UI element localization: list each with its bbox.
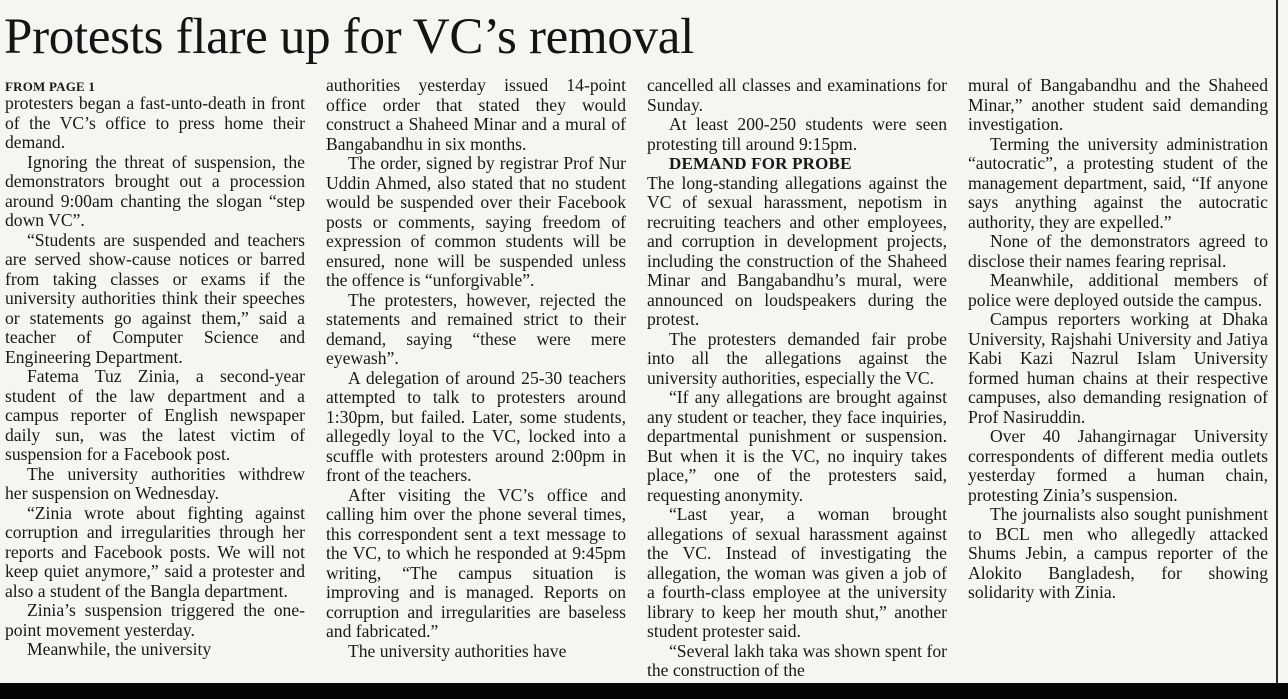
- paragraph: The university authorities withdrew her suspension on Wednesday.: [5, 463, 305, 503]
- paragraph: Terming the university administration “autocratic”, a protesting student of the management department, said, “If anyone says anything against the autocratic authority, they are expelled.”: [968, 133, 1268, 232]
- paragraph: The long-standing allegations against the VC of sexual harassment, nepotism in recruiting teachers and other employees, and corruption in development projects, including the construction of the Shaheed Minar and Bangabandhu’s mural, were announced on loudspeakers during the protest.: [647, 172, 947, 329]
- paragraph: The university authorities have: [348, 640, 567, 661]
- article-column-4: [968, 76, 1268, 682]
- paragraph: “Students are suspended and teachers are served show-cause notices or barred from taking classes or exams if the university authorities think their speeches or statements go against them,” said a teacher of Computer Science and Engineering Department.: [5, 229, 305, 367]
- paragraph: The order, signed by registrar Prof Nur Uddin Ahmed, also stated that no student would be suspended over their Facebook posts or comments, saying freedom of expression of common students will be ensured, none will be suspended unless the offence is “unforgivable”.: [326, 153, 626, 290]
- paragraph: Campus reporters working at Dhaka University, Rajshahi University and Jatiya Kabi Kazi Nazrul Islam University formed human chains at their respective campuses, also demanding resignation of Prof Nasiruddin.: [968, 309, 1268, 427]
- paragraph: Meanwhile, additional members of police were deployed outside the campus.: [968, 270, 1268, 310]
- paragraph: After visiting the VC’s office and calling him over the phone several times, this correspondent sent a text message to the VC, to which he responded at 9:45pm writing, “The campus situation is improving and is managed. Reports on corruption and irregularities are baseless and fabricated.”: [326, 484, 626, 641]
- bottom-black-band: [0, 683, 1288, 699]
- paragraph: None of the demonstrators agreed to disclose their names fearing reprisal.: [968, 231, 1268, 271]
- paragraph: “Last year, a woman brought allegations of sexual harassment against the VC. Instead of investigating the allegation, the woman was given a job of a fourth-class employee at the university library to keep her mouth shut,” another student protester said.: [647, 504, 947, 641]
- paragraph: The journalists also sought punishment to BCL men who allegedly attacked Shums Jebin, a campus reporter of the Alokito Bangladesh, for showing solidarity with Zinia.: [968, 504, 1268, 602]
- paragraph: At least 200-250 students were seen protesting till around 9:15pm.: [647, 114, 947, 154]
- kicker-from-page-1: FROM PAGE 1: [5, 79, 96, 94]
- paragraph: Meanwhile, the university: [27, 639, 212, 659]
- paragraph: protesters began a fast-unto-death in front of the VC’s office to press home their demand.: [5, 93, 305, 152]
- paragraph: Fatema Tuz Zinia, a second-year student of the law department and a campus reporter of English newspaper daily sun, was the latest victim of suspension for a Facebook post.: [5, 366, 305, 464]
- paragraph: “Several lakh taka was shown spent for the construction of the: [647, 640, 947, 680]
- article-column-2: [326, 76, 626, 682]
- article-column-3: [647, 76, 947, 682]
- paragraph: The protesters, however, rejected the statements and remained strict to their demand, saying “these were mere eyewash”.: [326, 289, 626, 368]
- paragraph: authorities yesterday issued 14-point office order that stated they would construct a Shaheed Minar and a mural of Bangabandhu in six months.: [326, 76, 626, 154]
- paragraph: Zinia’s suspension triggered the one-point movement yesterday.: [5, 600, 305, 640]
- paragraph: Ignoring the threat of suspension, the demonstrators brought out a procession around 9:00am chanting the slogan “step down VC”.: [5, 151, 305, 230]
- subhead-demand-for-probe: DEMAND FOR PROBE: [669, 154, 852, 173]
- headline: Protests flare up for VC’s removal: [4, 9, 694, 65]
- paragraph: Over 40 Jahangirnagar University correspondents of different media outlets yesterday formed a human chain, protesting Zinia’s suspension.: [968, 426, 1268, 505]
- paragraph: mural of Bangabandhu and the Shaheed Minar,” another student said demanding investigation.: [968, 76, 1268, 134]
- paragraph: “If any allegations are brought against any student or teacher, they face inquiries, departmental punishment or suspension. But when it is the VC, no inquiry takes place,” one of the protesters said, requesting anonymity.: [647, 387, 947, 505]
- paragraph: “Zinia wrote about fighting against corruption and irregularities through her reports and Facebook posts. We will not keep quiet anymore,” said a protester and also a student of the Bangla department.: [5, 502, 305, 601]
- article-column-1: [5, 76, 305, 682]
- paragraph: The protesters demanded fair probe into all the allegations against the university authorities, especially the VC.: [647, 328, 947, 388]
- paragraph: A delegation of around 25-30 teachers attempted to talk to protesters around 1:30pm, but failed. Later, some students, allegedly loyal to the VC, locked into a scuffle with protesters around 2:00pm in front of the teachers.: [326, 367, 626, 485]
- paragraph: cancelled all classes and examinations for Sunday.: [647, 76, 947, 115]
- right-column-rule: [1276, 0, 1278, 683]
